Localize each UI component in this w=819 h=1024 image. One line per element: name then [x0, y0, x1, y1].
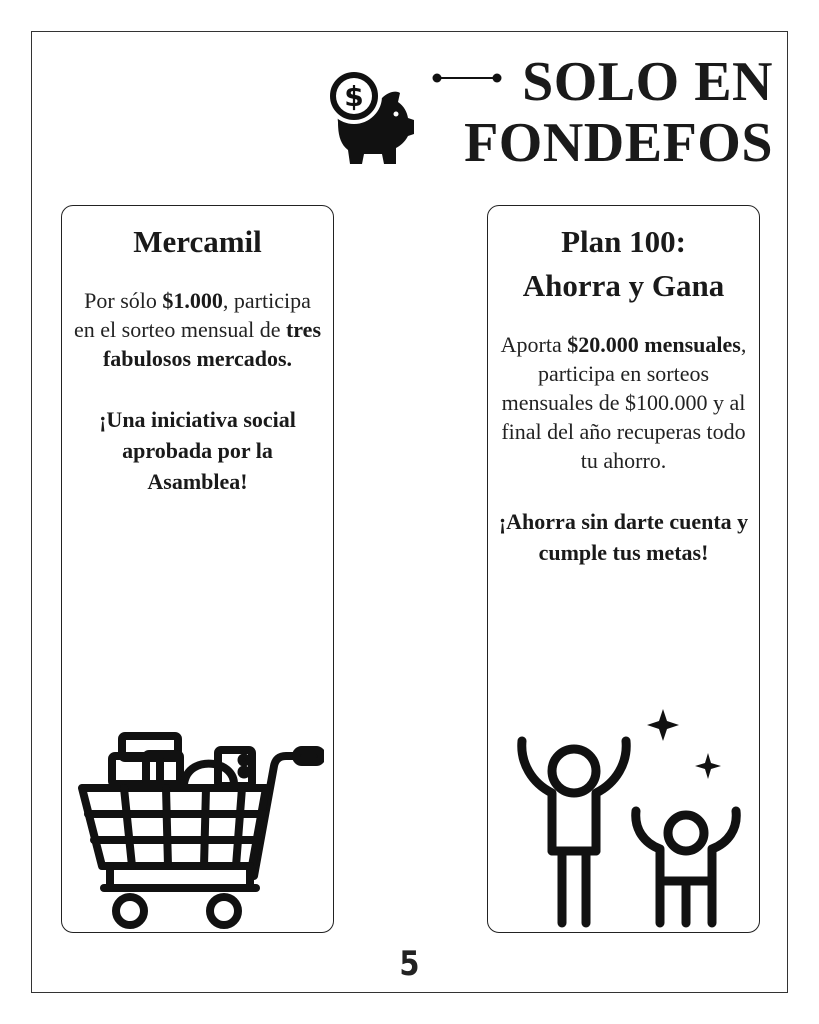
- svg-text:$: $: [344, 80, 364, 113]
- card-title-line-1: Plan 100:: [561, 224, 686, 259]
- card-title-line-2: Ahorra y Gana: [522, 268, 725, 303]
- body-text-bold: tres fabulosos mercados.: [102, 317, 322, 371]
- card-slogan: ¡Ahorra sin darte cuenta y cumple tus metas!: [498, 509, 749, 565]
- card-body: [73, 286, 323, 373]
- piggy-bank-coin-icon: [328, 60, 416, 170]
- body-text: , participa en sorteos mensuales de $100.000 y al final del año recuperas todo tu ahorro.: [501, 332, 747, 473]
- celebrating-people-icon: [508, 701, 748, 931]
- connector-line-icon: [432, 72, 502, 84]
- card-slogan: ¡Una iniciativa social aprobada por la Asamblea!: [99, 407, 296, 494]
- page-number: 5: [399, 944, 420, 984]
- card-title: [488, 206, 759, 308]
- header: [328, 52, 773, 177]
- card-body: [499, 330, 749, 475]
- title-line-2: FONDEFOS: [464, 112, 773, 174]
- card-title: Mercamil: [133, 224, 262, 259]
- card-plan-100: [487, 205, 760, 933]
- body-text: Por sólo: [84, 288, 163, 313]
- body-text: , participa en el sorteo mensual de: [73, 288, 311, 342]
- body-text-bold: $20.000 mensuales: [567, 332, 741, 357]
- shopping-cart-icon: [74, 726, 324, 931]
- body-text-bold: $1.000: [162, 288, 223, 313]
- title-line-1: SOLO EN: [522, 51, 773, 113]
- card-mercamil: [61, 205, 334, 933]
- body-text: Aporta: [500, 332, 568, 357]
